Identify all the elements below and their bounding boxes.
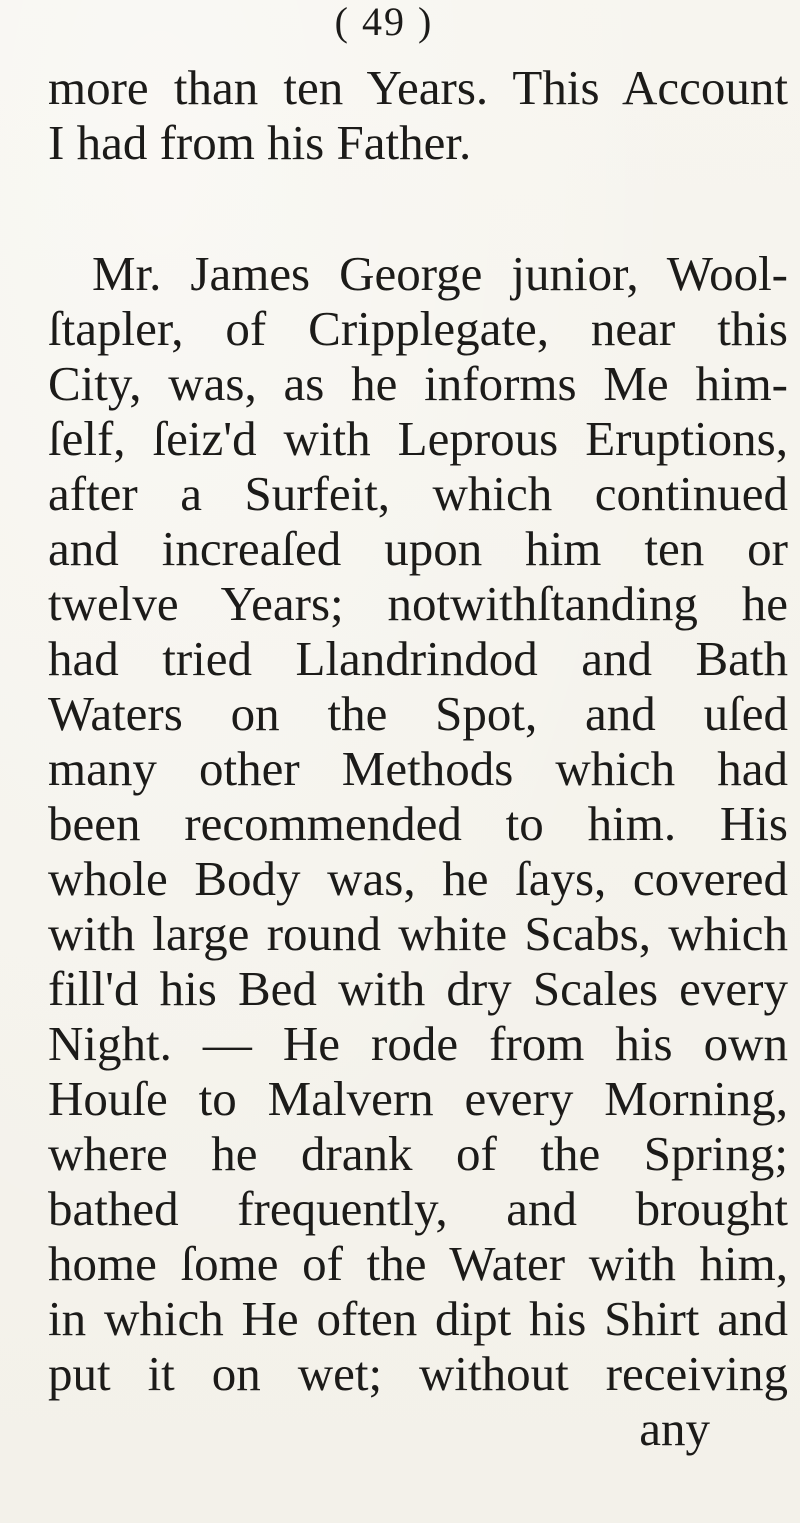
text-line: after a Surfeit, which continued bbox=[48, 466, 788, 521]
text-line: bathed frequently, and brought bbox=[48, 1181, 788, 1236]
text-line: ſelf, ſeiz'd with Leprous Eruptions, bbox=[48, 411, 788, 466]
text-line: been recommended to him. His bbox=[48, 796, 788, 851]
text-line: had tried Llandrindod and Bath bbox=[48, 631, 788, 686]
text-line: more than ten Years. This Account bbox=[48, 60, 788, 115]
text-line: I had from his Father. bbox=[48, 115, 472, 170]
text-line: Mr. James George junior, Wool- bbox=[92, 246, 788, 301]
text-line: ſtapler, of Cripplegate, near this bbox=[48, 301, 788, 356]
text-line: whole Body was, he ſays, covered bbox=[48, 851, 788, 906]
paragraph-2 bbox=[48, 246, 788, 1401]
text-line: Night. — He rode from his own bbox=[48, 1016, 788, 1071]
text-line: many other Methods which had bbox=[48, 741, 788, 796]
paragraph-gap bbox=[48, 170, 788, 246]
text-line: put it on wet; without receiving bbox=[48, 1346, 788, 1401]
text-line: with large round white Scabs, which bbox=[48, 906, 788, 961]
text-line: home ſome of the Water with him, bbox=[48, 1236, 788, 1291]
text-line: fill'd his Bed with dry Scales every bbox=[48, 961, 788, 1016]
text-line: City, was, as he informs Me him- bbox=[48, 356, 788, 411]
body-text bbox=[48, 60, 788, 1456]
page-number: ( 49 ) bbox=[334, 0, 434, 44]
catchword: any bbox=[639, 1401, 710, 1456]
text-line: where he drank of the Spring; bbox=[48, 1126, 788, 1181]
text-line: twelve Years; notwithſtanding he bbox=[48, 576, 788, 631]
text-line: Waters on the Spot, and uſed bbox=[48, 686, 788, 741]
text-line: and increaſed upon him ten or bbox=[48, 521, 788, 576]
paragraph-1 bbox=[48, 60, 788, 170]
text-line: in which He often dipt his Shirt and bbox=[48, 1291, 788, 1346]
text-line: Houſe to Malvern every Morning, bbox=[48, 1071, 788, 1126]
